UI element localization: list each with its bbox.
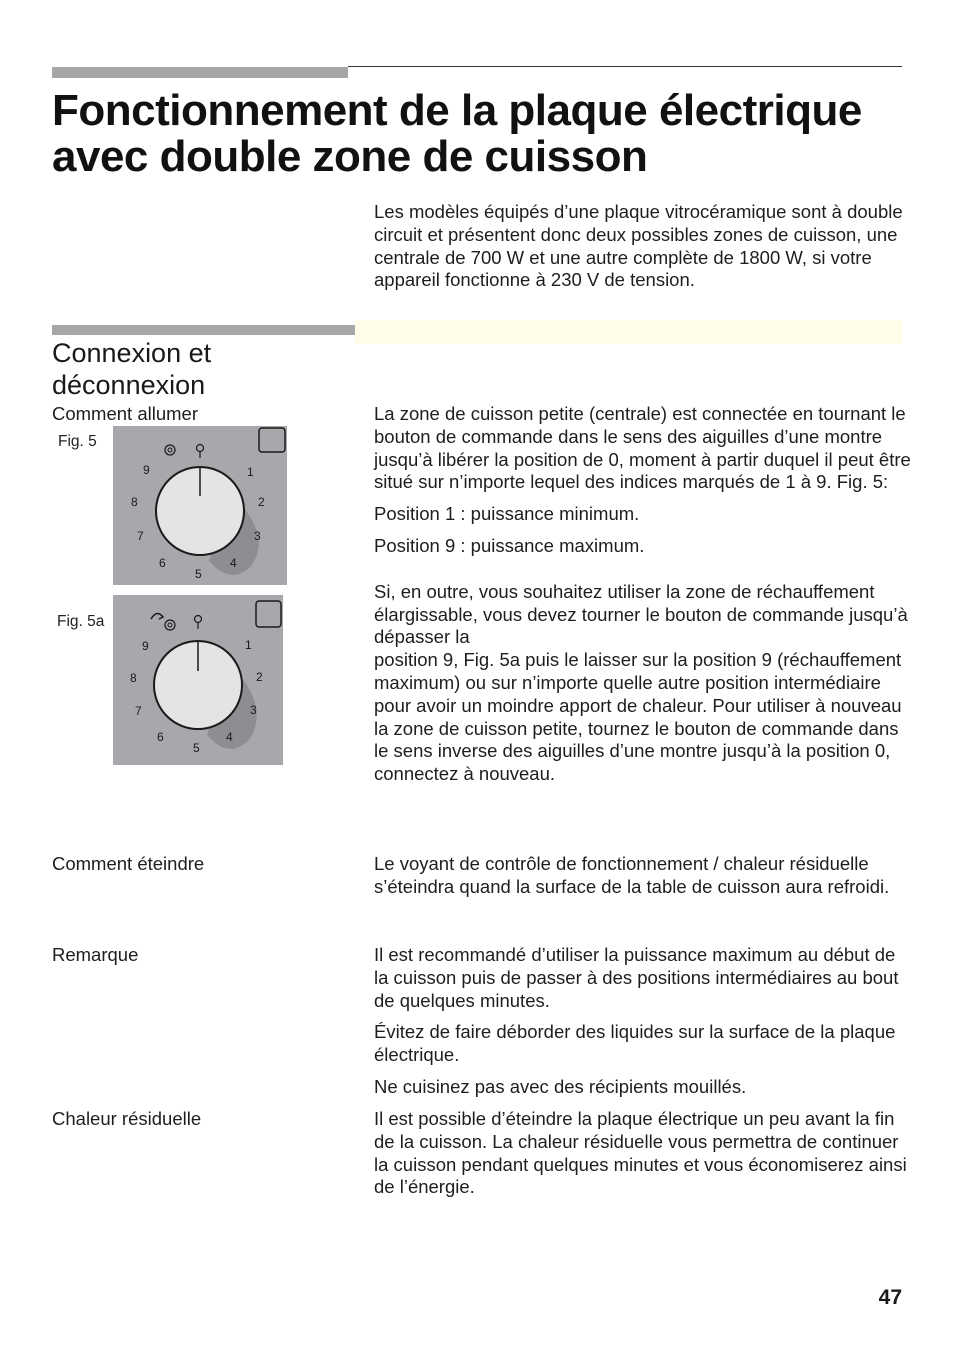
label-eteindre: Comment éteindre xyxy=(52,853,205,874)
section-title-line1: Connexion et xyxy=(52,338,212,368)
label-chaleur: Chaleur résiduelle xyxy=(52,1108,202,1129)
fig5-num-6: 6 xyxy=(159,556,166,570)
chaleur-text xyxy=(374,1108,914,1199)
fig5-hob-icon xyxy=(259,428,285,452)
page-title-line1: Fonctionnement de la plaque électrique xyxy=(52,86,862,135)
fig5a-num-2: 2 xyxy=(256,670,263,684)
allumer-text xyxy=(374,403,914,786)
label-remarque: Remarque xyxy=(52,944,139,965)
remarque-p2: Évitez de faire déborder des liquides sur la surface de la plaque électrique. xyxy=(374,1021,896,1066)
allumer-p3: Position 9 : puissance maximum. xyxy=(374,534,645,556)
label-allumer: Comment allumer xyxy=(52,403,198,424)
allumer-p4: Si, en outre, vous souhaitez utiliser la zone de réchauffement élargissable, vous devez tourner le bouton de commande jusqu’à dépasser la xyxy=(374,580,908,648)
section-title xyxy=(52,337,352,401)
allumer-p1: La zone de cuisson petite (centrale) est connectée en tournant le bouton de commande dans le sens des aiguilles d’une montre jusqu’à libérer la position de 0, moment à partir duquel il peut être situé sur n’importe lequel des indices marqués de 1 à 9. Fig. 5: xyxy=(374,403,911,493)
fig5a-hob-icon xyxy=(256,601,281,627)
page-title xyxy=(52,88,932,180)
fig5a-dial-image xyxy=(113,595,283,765)
fig5a-num-1: 1 xyxy=(245,638,252,652)
section-highlight xyxy=(355,320,902,344)
fig5a-num-8: 8 xyxy=(130,671,137,685)
fig5-zero-mark xyxy=(197,445,204,452)
page-number: 47 xyxy=(878,1286,902,1309)
fig5-dual-zone-icon xyxy=(165,445,175,455)
eteindre-text xyxy=(374,853,914,899)
fig5-num-4: 4 xyxy=(230,556,237,570)
intro-paragraph: Les modèles équipés d’une plaque vitrocéramique sont à double circuit et présentent donc deux possibles zones de cuisson, une centrale de 700 W et une autre complète de 1800 W, si votre appareil fonctionne à 230 V de tension. xyxy=(374,201,903,291)
fig5-dial-image xyxy=(113,426,287,585)
fig5-num-2: 2 xyxy=(258,495,265,509)
fig5-num-8: 8 xyxy=(131,495,138,509)
eteindre-p1: Le voyant de contrôle de fonctionnement / chaleur résiduelle s’éteindra quand la surface de la table de cuisson aura refroidi. xyxy=(374,853,890,897)
header-bar xyxy=(52,67,348,78)
allumer-p4b: position 9, Fig. 5a puis le laisser sur la position 9 (réchauffement maximum) ou sur n’importe quelle autre position intermédiaire pour avoir un moindre apport de chaleur. Pour utiliser à nouveau la zone de cuisson petite, tournez le bouton de commande dans le sens inverse des aiguilles d’une montre jusqu’à la position 0, connectez à nouveau. xyxy=(374,649,902,785)
fig5-num-5: 5 xyxy=(195,567,202,581)
fig5a-num-9: 9 xyxy=(142,639,149,653)
fig5-num-7: 7 xyxy=(137,529,144,543)
fig5-label: Fig. 5 xyxy=(58,433,97,450)
fig5a-num-6: 6 xyxy=(157,730,164,744)
fig5-num-9: 9 xyxy=(143,463,150,477)
section-bar xyxy=(52,325,355,335)
fig5-num-3: 3 xyxy=(254,529,261,543)
fig5a-num-4: 4 xyxy=(226,730,233,744)
section-title-line2: déconnexion xyxy=(52,370,206,400)
fig5a-zero-mark xyxy=(195,616,202,623)
header-rule xyxy=(348,66,902,67)
remarque-p3: Ne cuisinez pas avec des récipients mouillés. xyxy=(374,1075,747,1097)
chaleur-p1: Il est possible d’éteindre la plaque électrique un peu avant la fin de la cuisson. La chaleur résiduelle vous permettra de continuer la cuisson pendant quelques minutes et vous économiserez ainsi de l’énergie. xyxy=(374,1108,907,1198)
fig5a-dual-zone-icon xyxy=(165,620,175,630)
remarque-p1: Il est recommandé d’utiliser la puissance maximum au début de la cuisson puis de passer à des positions intermédiaires au bout de quelques minutes. xyxy=(374,944,899,1011)
page-title-line2: avec double zone de cuisson xyxy=(52,132,648,181)
allumer-p2: Position 1 : puissance minimum. xyxy=(374,503,640,525)
fig5a-num-5: 5 xyxy=(193,741,200,755)
fig5-dial-svg xyxy=(113,426,287,585)
fig5a-num-7: 7 xyxy=(135,704,142,718)
fig5-num-1: 1 xyxy=(247,465,254,479)
fig5a-dial-svg xyxy=(113,595,283,765)
fig5a-arrow-icon xyxy=(151,613,163,619)
fig5a-num-3: 3 xyxy=(250,703,257,717)
fig5a-label: Fig. 5a xyxy=(57,613,105,630)
remarque-text xyxy=(374,944,914,1099)
